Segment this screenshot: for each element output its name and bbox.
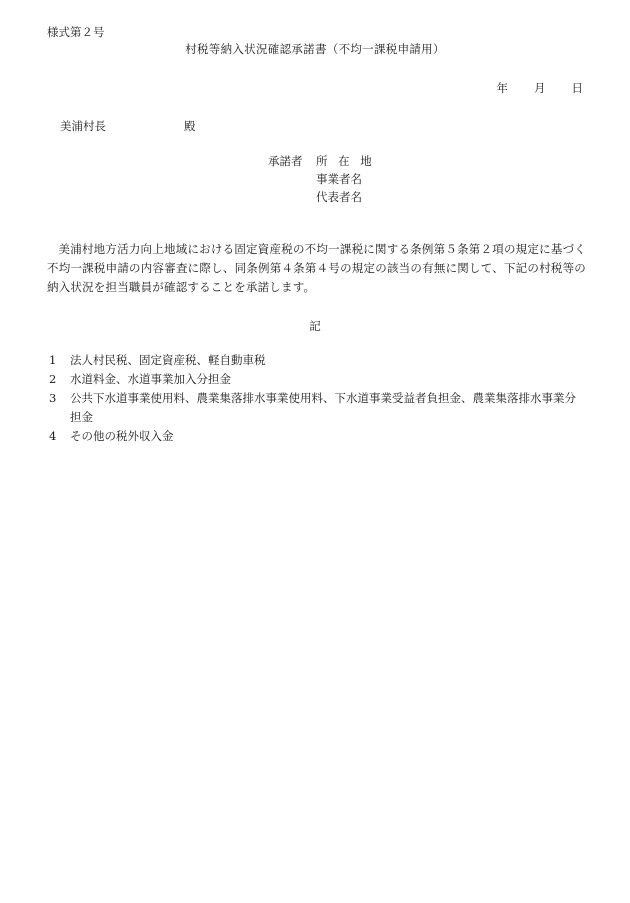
date-line bbox=[497, 80, 584, 96]
item-text: その他の税外収入金 bbox=[70, 429, 174, 443]
item-text: 水道料金、水道事業加入分担金 bbox=[70, 372, 231, 386]
list-item bbox=[47, 370, 586, 389]
addressee bbox=[60, 118, 196, 134]
item-text: 公共下水道事業使用料、農業集落排水事業使用料、下水道事業受益者負担金、農業集落排水事業分担金 bbox=[70, 391, 576, 424]
list-item bbox=[47, 427, 586, 446]
date-year: 年 bbox=[496, 81, 508, 95]
addressee-honorific: 殿 bbox=[184, 119, 196, 133]
applicant-role: 承諾者 bbox=[268, 154, 303, 168]
item-number: 1 bbox=[49, 353, 57, 367]
item-number: 3 bbox=[49, 391, 57, 405]
date-day: 日 bbox=[571, 81, 583, 95]
item-list bbox=[47, 351, 586, 446]
ki-heading: 記 bbox=[309, 319, 321, 333]
applicant-representative-label: 代表者名 bbox=[316, 190, 362, 204]
addressee-name: 美浦村長 bbox=[60, 119, 106, 133]
applicant-block bbox=[268, 152, 375, 206]
consent-paragraph: 美浦村地方活力向上地域における固定資産税の不均一課税に関する条例第５条第２項の規定に基づく不均一課税申請の内容審査に際し、同条例第４条第４号の規定の該当の有無に関して、下記の村税等の納入状況を担当職員が確認することを承諾します。 bbox=[47, 242, 586, 294]
item-number: 2 bbox=[49, 372, 57, 386]
date-month: 月 bbox=[534, 81, 546, 95]
applicant-business-name-label: 事業者名 bbox=[316, 172, 362, 186]
form-number: 様式第２号 bbox=[47, 25, 105, 39]
list-item bbox=[47, 389, 586, 427]
list-item bbox=[47, 351, 586, 370]
item-number: 4 bbox=[49, 429, 57, 443]
document-title: 村税等納入状況確認承諾書（不均一課税申請用） bbox=[185, 42, 445, 56]
applicant-address-label: 所 在 地 bbox=[316, 154, 376, 168]
item-text: 法人村民税、固定資産税、軽自動車税 bbox=[70, 353, 266, 367]
